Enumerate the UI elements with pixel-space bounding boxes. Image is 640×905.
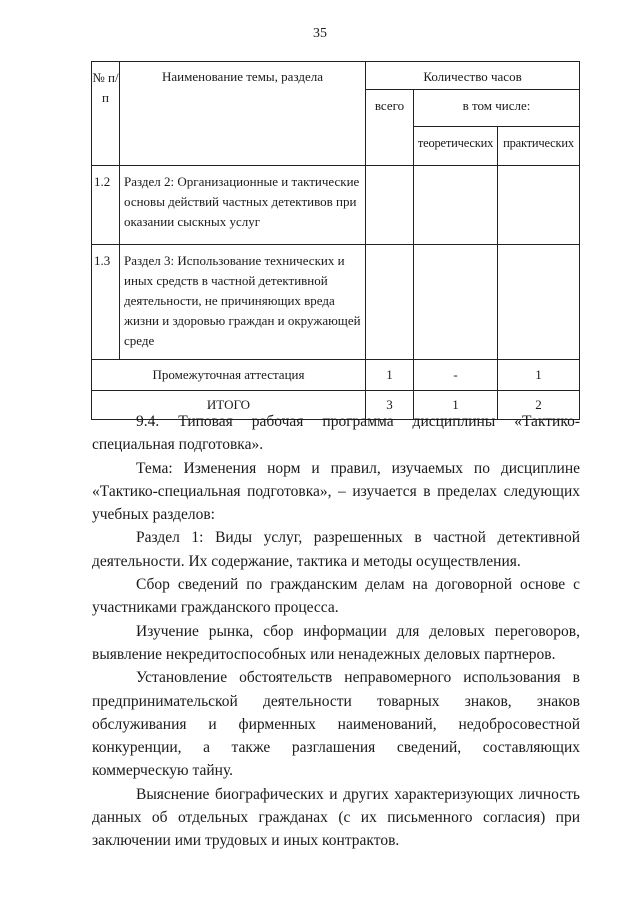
row-total xyxy=(366,166,414,245)
header-num: № п/п xyxy=(92,62,120,166)
header-name: Наименование темы, раздела xyxy=(120,62,366,166)
table-row xyxy=(92,245,580,360)
paragraph-topic: Тема: Изменения норм и правил, изучаемых по дисциплине «Тактико-специальная подготовка», – изучается в пределах следующих учебных разделов: xyxy=(92,459,580,524)
row-practice xyxy=(498,166,580,245)
row-num: 1.3 xyxy=(92,245,120,360)
row-num: 1.2 xyxy=(92,166,120,245)
header-theory: теоретических xyxy=(414,127,498,166)
paragraph: Сбор сведений по гражданским делам на договорной основе с участниками гражданского процесса. xyxy=(92,576,580,617)
header-total: всего xyxy=(366,90,414,166)
grand-total-total: 3 xyxy=(366,391,414,420)
paragraph-heading: 9.4. Типовая рабочая программа дисциплины «Тактико-специальная подготовка». xyxy=(92,413,580,454)
interim-label: Промежуточная аттестация xyxy=(92,360,366,391)
body-text xyxy=(92,410,580,853)
paragraph: Выяснение биографических и других характеризующих личность данных об отдельных гражданах (с их письменного согласия) при заключении ими трудовых и иных контрактов. xyxy=(92,785,580,850)
grand-total-label: ИТОГО xyxy=(92,391,366,420)
row-topic: Раздел 2: Организационные и тактические основы действий частных детективов при оказании сыскных услуг xyxy=(120,166,366,245)
grand-total-theory: 1 xyxy=(414,391,498,420)
header-hours: Количество часов xyxy=(366,62,580,90)
row-total xyxy=(366,245,414,360)
paragraph: Изучение рынка, сбор информации для деловых переговоров, выявление некредитоспособных или ненадежных деловых партнеров. xyxy=(92,622,580,663)
hours-table xyxy=(91,61,580,420)
grand-total-practice: 2 xyxy=(498,391,580,420)
interim-total: 1 xyxy=(366,360,414,391)
table-row xyxy=(92,166,580,245)
page-number: 35 xyxy=(313,26,327,41)
interim-theory: - xyxy=(414,360,498,391)
header-including: в том числе: xyxy=(414,90,580,127)
interim-row xyxy=(92,360,580,391)
row-topic: Раздел 3: Использование технических и иных средств в частной детективной деятельности, не причиняющих вреда жизни и здоровью граждан и окружающей среде xyxy=(120,245,366,360)
header-practice: практических xyxy=(498,127,580,166)
paragraph: Установление обстоятельств неправомерного использования в предпринимательской деятельности товарных знаков, знаков обслуживания и фирменных наименований, недобросовестной конкуренции, а также разглашения сведений, составляющих коммерческую тайну. xyxy=(92,669,580,780)
row-theory xyxy=(414,166,498,245)
paragraph-section-1: Раздел 1: Виды услуг, разрешенных в частной детективной деятельности. Их содержание, тактика и методы осуществления. xyxy=(92,529,580,570)
interim-practice: 1 xyxy=(498,360,580,391)
row-practice xyxy=(498,245,580,360)
row-theory xyxy=(414,245,498,360)
